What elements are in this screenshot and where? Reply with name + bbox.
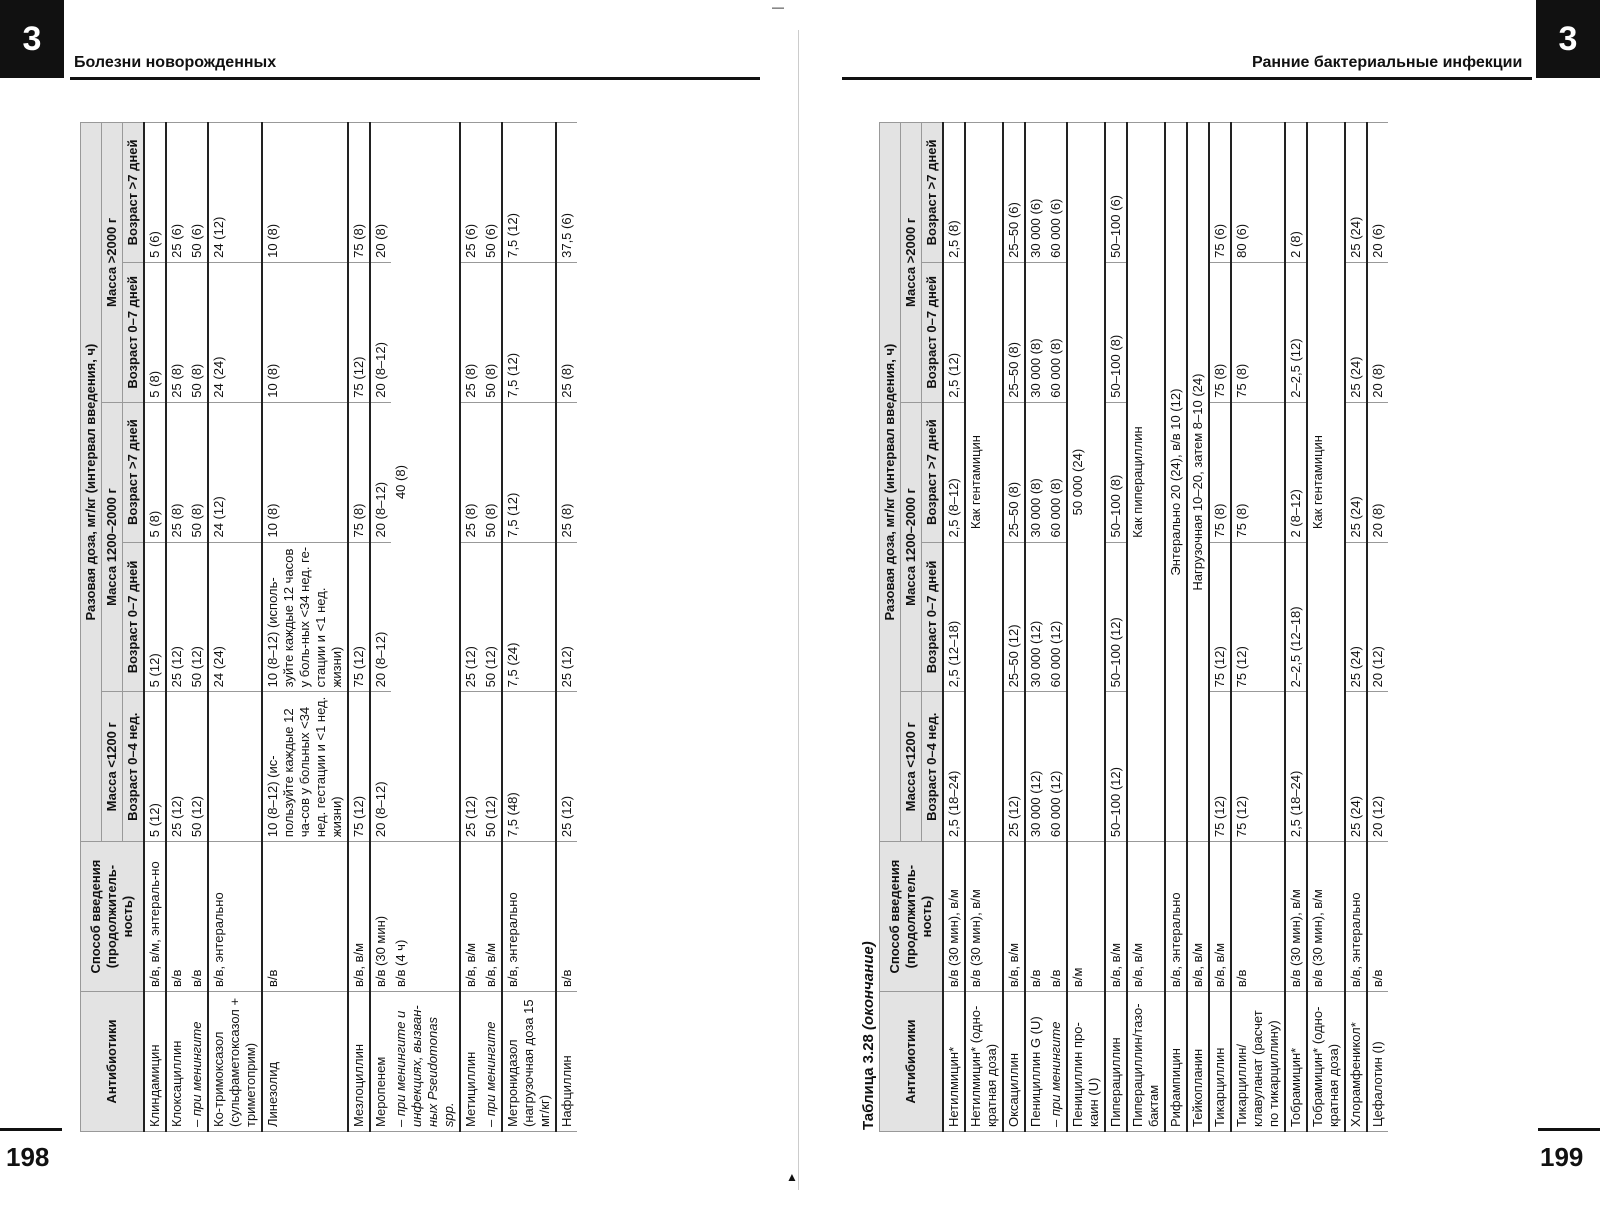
dose-span-cell: Нагрузочная 10–20, затем 8–10 (24) <box>1187 123 1209 842</box>
antibiotic-cell: Ко-тримоксазол (сульфаметоксазол + триметоприм) <box>208 992 262 1132</box>
dose-cell: 25 (6) <box>460 123 481 263</box>
dose-span-cell: Как гентамицин <box>1307 123 1345 842</box>
header-dose: Разовая доза, мг/кг (интервал введения, ч) <box>880 123 901 842</box>
dose-cell: 25 (8) <box>556 262 577 402</box>
header-mass-2: Масса 1200–2000 г <box>102 402 123 692</box>
dose-cell: 24 (24) <box>208 542 262 692</box>
dose-cell: 75 (6) <box>1209 123 1231 263</box>
dose-cell: 2,5 (8) <box>943 123 965 263</box>
dose-cell: 10 (8–12) (ис-пользуйте каждые 12 ча-сов у больных <34 нед. гестации и <1 нед. жизни) <box>262 692 348 842</box>
dose-cell: 30 000 (12) <box>1025 542 1046 692</box>
route-cell: в/в, энтерально <box>208 842 262 992</box>
dose-cell: 50–100 (8) <box>1105 262 1127 402</box>
left-header-rule <box>70 77 760 80</box>
header-age-1: Возраст 0–4 нед. <box>123 692 145 842</box>
antibiotic-cell: Меропенем <box>370 992 391 1132</box>
route-cell: в/в, энтерально <box>1165 842 1187 992</box>
dose-cell: 25 (8) <box>166 262 187 402</box>
dose-cell <box>208 692 262 842</box>
dose-cell: 60 000 (8) <box>1046 262 1067 402</box>
dose-cell: 75 (12) <box>1231 692 1285 842</box>
antibiotic-cell: Тобрамицин* <box>1285 992 1307 1132</box>
dose-cell: 60 000 (8) <box>1046 402 1067 542</box>
dose-cell: 25 (12) <box>166 692 187 842</box>
fold-bottom-mark: ▲ <box>786 1170 798 1184</box>
dose-cell: 50 (12) <box>187 542 208 692</box>
dose-cell: 50 (12) <box>481 542 502 692</box>
table-row <box>943 123 965 1132</box>
antibiotic-cell: Нетилмицин* <box>943 992 965 1132</box>
header-mass-1: Масса <1200 г <box>102 692 123 842</box>
route-cell: в/в, в/м <box>1003 842 1025 992</box>
dose-cell: 30 000 (8) <box>1025 262 1046 402</box>
header-age-2: Возраст 0–7 дней <box>123 542 145 692</box>
left-table-body <box>144 123 577 1132</box>
route-cell: в/в, в/м, энтераль-но <box>144 842 166 992</box>
antibiotic-cell: Пиперациллин <box>1105 992 1127 1132</box>
dose-cell: 20 (8–12) <box>370 542 391 692</box>
dose-span-cell: 40 (8) <box>391 123 460 842</box>
route-cell: в/в, в/м <box>1127 842 1165 992</box>
dose-cell: 7,5 (12) <box>502 402 556 542</box>
route-cell: в/м <box>1067 842 1105 992</box>
table-row <box>1307 123 1345 1132</box>
route-cell: в/в <box>556 842 577 992</box>
dose-cell: 30 000 (8) <box>1025 402 1046 542</box>
dose-cell: 2,5 (12) <box>943 262 965 402</box>
right-page-number: 199 <box>1540 1142 1584 1172</box>
dose-span-cell: Как пиперациллин <box>1127 123 1165 842</box>
dose-cell: 25 (8) <box>166 402 187 542</box>
table-row <box>481 123 502 1132</box>
route-cell: в/в, энтерально <box>1345 842 1367 992</box>
left-table-wrapper <box>80 122 760 1132</box>
dose-cell: 25 (24) <box>1345 123 1367 263</box>
table-caption <box>860 122 877 1130</box>
table-row <box>262 123 348 1132</box>
table-row <box>1067 123 1105 1132</box>
antibiotic-cell: Метронидазол (нагрузочная доза 15 мг/кг) <box>502 992 556 1132</box>
header-dose: Разовая доза, мг/кг (интервал введения, ч) <box>81 123 102 842</box>
fold-top-mark: — <box>772 0 784 14</box>
dose-cell: 25 (8) <box>460 262 481 402</box>
table-row <box>166 123 187 1132</box>
header-age-1: Возраст 0–4 нед. <box>922 692 944 842</box>
left-header-title: Болезни новорожденных <box>74 54 277 71</box>
table-row <box>1285 123 1307 1132</box>
left-dosage-table <box>80 122 577 1132</box>
table-row <box>187 123 208 1132</box>
route-cell: в/в, в/м <box>348 842 370 992</box>
dose-cell: 30 000 (12) <box>1025 692 1046 842</box>
table-row <box>1046 123 1067 1132</box>
dose-cell: 7,5 (48) <box>502 692 556 842</box>
route-cell: в/в <box>1025 842 1046 992</box>
dose-cell: 7,5 (12) <box>502 123 556 263</box>
dose-cell: 50–100 (8) <box>1105 402 1127 542</box>
route-cell: в/в, энтерально <box>502 842 556 992</box>
dose-cell: 5 (12) <box>144 692 166 842</box>
route-cell: в/в (4 ч) <box>391 842 460 992</box>
dose-cell: 25–50 (8) <box>1003 402 1025 542</box>
dose-cell: 75 (8) <box>1231 402 1285 542</box>
route-cell: в/в, в/м <box>1187 842 1209 992</box>
header-mass-3: Масса >2000 г <box>102 123 123 403</box>
antibiotic-cell: Нафциллин <box>556 992 577 1132</box>
dose-cell: 25 (24) <box>1345 262 1367 402</box>
dose-cell: 37,5 (6) <box>556 123 577 263</box>
dose-cell: 75 (12) <box>1231 542 1285 692</box>
antibiotic-cell: Тикарциллин/ клавуланат (расчет по тикарциллину) <box>1231 992 1285 1132</box>
table-row <box>1231 123 1285 1132</box>
dose-cell: 2,5 (12–18) <box>943 542 965 692</box>
route-cell: в/в <box>1367 842 1388 992</box>
table-row <box>1345 123 1367 1132</box>
dose-cell: 75 (8) <box>348 402 370 542</box>
dose-cell: 10 (8) <box>262 123 348 263</box>
route-cell: в/в (30 мин), в/м <box>1307 842 1345 992</box>
caption-title: Таблица 3.28 <box>860 1034 877 1130</box>
antibiotic-cell: Пиперациллин/тазо-бактам <box>1127 992 1165 1132</box>
dose-cell: 7,5 (12) <box>502 262 556 402</box>
dose-cell: 2,5 (18–24) <box>1285 692 1307 842</box>
dose-cell: 50 (12) <box>481 692 502 842</box>
route-cell: в/в <box>262 842 348 992</box>
route-cell: в/в (30 мин), в/м <box>1285 842 1307 992</box>
left-page-number-rule <box>0 1128 62 1131</box>
right-chapter-badge: 3 <box>1536 0 1600 78</box>
right-table-body <box>943 123 1388 1132</box>
dose-cell: 25 (8) <box>556 402 577 542</box>
right-page-number-rule <box>1538 1128 1600 1131</box>
right-dosage-table <box>879 122 1388 1132</box>
dose-cell: 75 (12) <box>348 692 370 842</box>
dose-cell: 2,5 (8–12) <box>943 402 965 542</box>
antibiotic-cell: Рифампицин <box>1165 992 1187 1132</box>
dose-cell: 50 (8) <box>481 402 502 542</box>
dose-cell: 25 (6) <box>166 123 187 263</box>
left-page-number: 198 <box>6 1142 50 1172</box>
dose-cell: 10 (8) <box>262 402 348 542</box>
table-row <box>208 123 262 1132</box>
dose-cell: 60 000 (12) <box>1046 692 1067 842</box>
dose-cell: 25 (8) <box>460 402 481 542</box>
antibiotic-cell: – при менингите и инфекциях, вызван-ных Pseudomonas spp. <box>391 992 460 1132</box>
dose-cell: 2,5 (18–24) <box>943 692 965 842</box>
dose-cell: 50 (8) <box>187 262 208 402</box>
header-age-5: Возраст >7 дней <box>123 123 145 263</box>
header-route: Способ введения (продолжитель-ность) <box>880 842 944 992</box>
dose-cell: 25 (12) <box>166 542 187 692</box>
right-header-rule <box>842 77 1532 80</box>
dose-cell: 25–50 (6) <box>1003 123 1025 263</box>
route-cell: в/в, в/м <box>1209 842 1231 992</box>
route-cell: в/в <box>1046 842 1067 992</box>
route-cell: в/в (30 мин) <box>370 842 391 992</box>
dose-cell: 75 (12) <box>1209 542 1231 692</box>
dose-cell: 75 (12) <box>348 262 370 402</box>
dose-cell: 25 (12) <box>556 542 577 692</box>
table-row <box>1025 123 1046 1132</box>
antibiotic-cell: Тобрамицин* (одно-кратная доза) <box>1307 992 1345 1132</box>
dose-cell: 25 (12) <box>460 692 481 842</box>
dose-span-cell: 50 000 (24) <box>1067 123 1105 842</box>
dose-cell: 50–100 (6) <box>1105 123 1127 263</box>
dose-cell: 24 (12) <box>208 402 262 542</box>
antibiotic-cell: Мезлоциллин <box>348 992 370 1132</box>
header-age-4: Возраст 0–7 дней <box>123 262 145 402</box>
antibiotic-cell: Линезолид <box>262 992 348 1132</box>
table-row <box>1367 123 1388 1132</box>
dose-cell: 20 (8) <box>1367 262 1388 402</box>
dose-cell: 25 (24) <box>1345 542 1367 692</box>
dose-cell: 50–100 (12) <box>1105 692 1127 842</box>
dose-cell: 20 (8) <box>370 123 391 263</box>
dose-cell: 25 (12) <box>460 542 481 692</box>
table-row <box>1105 123 1127 1132</box>
route-cell: в/в, в/м <box>481 842 502 992</box>
table-row <box>1127 123 1165 1132</box>
table-row <box>502 123 556 1132</box>
dose-cell: 60 000 (12) <box>1046 542 1067 692</box>
dose-span-cell: Энтерально 20 (24), в/в 10 (12) <box>1165 123 1187 842</box>
route-cell: в/в <box>1231 842 1285 992</box>
route-cell: в/в <box>166 842 187 992</box>
dose-cell: 25 (24) <box>1345 402 1367 542</box>
route-cell: в/в (30 мин), в/м <box>943 842 965 992</box>
antibiotic-cell: Тикарциллин <box>1209 992 1231 1132</box>
right-header-title: Ранние бактериальные инфекции <box>1252 54 1523 71</box>
dose-cell: 5 (6) <box>144 123 166 263</box>
dose-cell: 75 (8) <box>1209 402 1231 542</box>
dose-span-cell: Как гентамицин <box>965 123 1003 842</box>
dose-cell: 25–50 (12) <box>1003 542 1025 692</box>
antibiotic-cell: Тейкопланин <box>1187 992 1209 1132</box>
dose-cell: 30 000 (6) <box>1025 123 1046 263</box>
antibiotic-cell: Клиндамицин <box>144 992 166 1132</box>
dose-cell: 75 (8) <box>1209 262 1231 402</box>
dose-cell: 10 (8) <box>262 262 348 402</box>
table-row <box>1003 123 1025 1132</box>
dose-cell: 25–50 (8) <box>1003 262 1025 402</box>
header-age-2: Возраст 0–7 дней <box>922 542 944 692</box>
dose-cell: 60 000 (6) <box>1046 123 1067 263</box>
dose-cell: 50–100 (12) <box>1105 542 1127 692</box>
antibiotic-cell: Пенициллин про-каин (U) <box>1067 992 1105 1132</box>
table-row <box>391 123 460 1132</box>
table-row <box>348 123 370 1132</box>
dose-cell: 75 (12) <box>348 542 370 692</box>
header-mass-3: Масса >2000 г <box>901 123 922 403</box>
dose-cell: 24 (12) <box>208 123 262 263</box>
antibiotic-cell: Оксациллин <box>1003 992 1025 1132</box>
dose-cell: 2–2,5 (12–18) <box>1285 542 1307 692</box>
header-mass-1: Масса <1200 г <box>901 692 922 842</box>
dose-cell: 5 (12) <box>144 542 166 692</box>
antibiotic-cell: – при менингите <box>481 992 502 1132</box>
dose-cell: 75 (8) <box>348 123 370 263</box>
table-row <box>1165 123 1187 1132</box>
antibiotic-cell: Пенициллин G (U) <box>1025 992 1046 1132</box>
dose-cell: 50 (12) <box>187 692 208 842</box>
dose-cell: 80 (6) <box>1231 123 1285 263</box>
header-age-5: Возраст >7 дней <box>922 123 944 263</box>
header-age-3: Возраст >7 дней <box>123 402 145 542</box>
route-cell: в/в (30 мин), в/м <box>965 842 1003 992</box>
table-row <box>965 123 1003 1132</box>
dose-cell: 50 (8) <box>187 402 208 542</box>
dose-cell: 20 (8–12) <box>370 262 391 402</box>
dose-cell: 75 (12) <box>1209 692 1231 842</box>
dose-cell: 50 (6) <box>187 123 208 263</box>
dose-cell: 20 (12) <box>1367 692 1388 842</box>
dose-cell: 50 (6) <box>481 123 502 263</box>
dose-cell: 10 (8–12) (исполь-зуйте каждые 12 часов у боль-ных <34 нед. ге-стации и <1 нед. жизни) <box>262 542 348 692</box>
dose-cell: 2–2,5 (12) <box>1285 262 1307 402</box>
dose-cell: 75 (8) <box>1231 262 1285 402</box>
dose-cell: 25 (12) <box>556 692 577 842</box>
antibiotic-cell: – при менингите <box>1046 992 1067 1132</box>
dose-cell: 20 (6) <box>1367 123 1388 263</box>
dose-cell: 25 (24) <box>1345 692 1367 842</box>
route-cell: в/в, в/м <box>460 842 481 992</box>
dose-cell: 2 (8–12) <box>1285 402 1307 542</box>
dose-cell: 20 (12) <box>1367 542 1388 692</box>
dose-cell: 20 (8) <box>1367 402 1388 542</box>
dose-cell: 20 (8–12) <box>370 402 391 542</box>
header-antibiotic: Антибиотики <box>81 992 145 1132</box>
antibiotic-cell: Цефалотин (I) <box>1367 992 1388 1132</box>
caption-suffix: (окончание) <box>860 941 877 1030</box>
table-row <box>1187 123 1209 1132</box>
page-fold <box>798 30 799 1190</box>
dose-cell: 5 (8) <box>144 262 166 402</box>
dose-cell: 7,5 (24) <box>502 542 556 692</box>
dose-cell: 50 (8) <box>481 262 502 402</box>
table-row <box>370 123 391 1132</box>
table-row <box>556 123 577 1132</box>
table-row <box>1209 123 1231 1132</box>
dose-cell: 24 (24) <box>208 262 262 402</box>
table-row <box>460 123 481 1132</box>
route-cell: в/в <box>187 842 208 992</box>
antibiotic-cell: Метициллин <box>460 992 481 1132</box>
antibiotic-cell: Хлорамфеникол* <box>1345 992 1367 1132</box>
header-age-3: Возраст >7 дней <box>922 402 944 542</box>
antibiotic-cell: – при менингите <box>187 992 208 1132</box>
header-route: Способ введения (продолжитель-ность) <box>81 842 145 992</box>
header-age-4: Возраст 0–7 дней <box>922 262 944 402</box>
dose-cell: 5 (8) <box>144 402 166 542</box>
dose-cell: 2 (8) <box>1285 123 1307 263</box>
dose-cell: 20 (8–12) <box>370 692 391 842</box>
dose-cell: 25 (12) <box>1003 692 1025 842</box>
header-antibiotic: Антибиотики <box>880 992 944 1132</box>
header-mass-2: Масса 1200–2000 г <box>901 402 922 692</box>
antibiotic-cell: Нетилмицин* (одно-кратная доза) <box>965 992 1003 1132</box>
right-table-wrapper <box>860 122 1500 1132</box>
route-cell: в/в, в/м <box>1105 842 1127 992</box>
table-row <box>144 123 166 1132</box>
left-chapter-badge: 3 <box>0 0 64 78</box>
antibiotic-cell: Клоксациллин <box>166 992 187 1132</box>
